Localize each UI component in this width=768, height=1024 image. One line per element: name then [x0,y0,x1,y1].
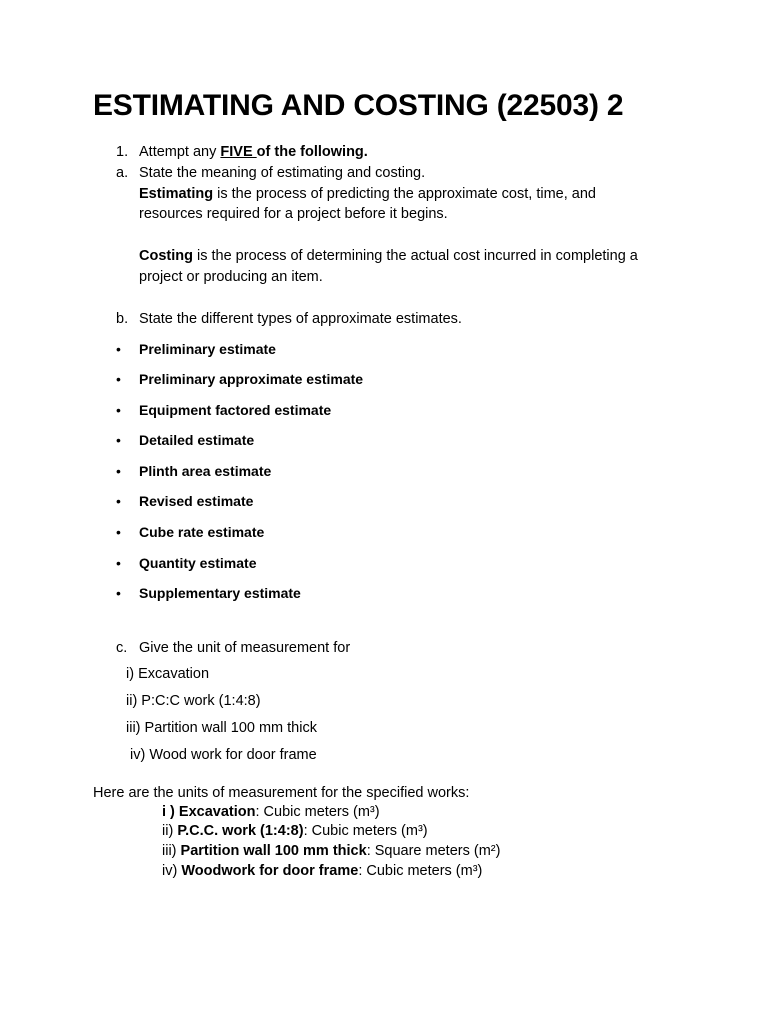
c-question: Give the unit of measurement for [139,640,351,656]
q1-number: 1. [116,144,129,160]
bullet-icon: • [116,555,121,571]
c-item: iv) Wood work for door frame [130,747,317,763]
answer-row [162,802,380,823]
answer-unit: : Square meters (m²) [366,843,501,859]
list-item-label: Detailed estimate [139,432,255,448]
list-item [116,430,254,450]
c-item: i) Excavation [126,666,210,682]
c-item: ii) P:C:C work (1:4:8) [126,693,261,709]
estimating-definition-line1 [139,184,596,205]
answer-intro: Here are the units of measurement for the specified works: [93,785,470,801]
bullet-icon: • [116,341,121,357]
list-item-label: Plinth area estimate [139,463,272,479]
bullet-icon: • [116,463,121,479]
estimating-definition-line2: resources required for a project before it begins. [139,206,448,222]
answer-term: Woodwork for door frame [181,863,359,879]
list-item-label: Supplementary estimate [139,585,301,601]
answer-term: i ) Excavation [162,804,256,820]
answer-row [162,861,482,882]
answer-unit: : Cubic meters (m³) [358,863,483,879]
list-item-label: Cube rate estimate [139,524,265,540]
bullet-icon: • [116,493,121,509]
costing-definition-line2: project or producing an item. [139,269,323,285]
estimating-term: Estimating [139,186,214,202]
list-item-label: Preliminary estimate [139,341,276,357]
list-item [116,461,271,481]
bullet-icon: • [116,432,121,448]
bullet-icon: • [116,585,121,601]
answer-row [162,821,428,842]
b-marker: b. [116,311,129,327]
answer-prefix: ii) [162,823,178,839]
q1-instruction [139,142,368,163]
list-item-label: Equipment factored estimate [139,402,332,418]
list-item [116,339,276,359]
bullet-icon: • [116,402,121,418]
list-item [116,522,264,542]
list-item-label: Revised estimate [139,493,254,509]
b-question: State the different types of approximate estimates. [139,311,462,327]
c-item: iii) Partition wall 100 mm thick [126,720,317,736]
costing-definition-line1 [139,246,638,267]
answer-prefix: iv) [162,863,182,879]
a-marker: a. [116,165,129,181]
answer-row [162,841,500,862]
q1-suffix: of the following. [256,144,368,160]
answer-unit: : Cubic meters (m³) [255,804,380,820]
answer-term: Partition wall 100 mm thick [180,843,367,859]
costing-term: Costing [139,248,193,264]
answer-term: P.C.C. work (1:4:8) [177,823,304,839]
list-item [116,491,253,511]
list-item [116,369,363,389]
estimating-line1-text: is the process of predicting the approximate cost, time, and [213,186,596,202]
list-item-label: Preliminary approximate estimate [139,371,364,387]
list-item [116,553,256,573]
list-item [116,400,331,420]
c-marker: c. [116,640,128,656]
answer-prefix: iii) [162,843,181,859]
costing-line1-text: is the process of determining the actual cost incurred in completing a [192,248,638,264]
q1-prefix: Attempt any [139,144,221,160]
list-item [116,583,301,603]
document-title: ESTIMATING AND COSTING (22503) 2 [93,89,624,122]
list-item-label: Quantity estimate [139,555,257,571]
a-question: State the meaning of estimating and costing. [139,165,426,181]
bullet-icon: • [116,371,121,387]
answer-unit: : Cubic meters (m³) [303,823,428,839]
bullet-icon: • [116,524,121,540]
q1-five: FIVE [220,144,257,160]
